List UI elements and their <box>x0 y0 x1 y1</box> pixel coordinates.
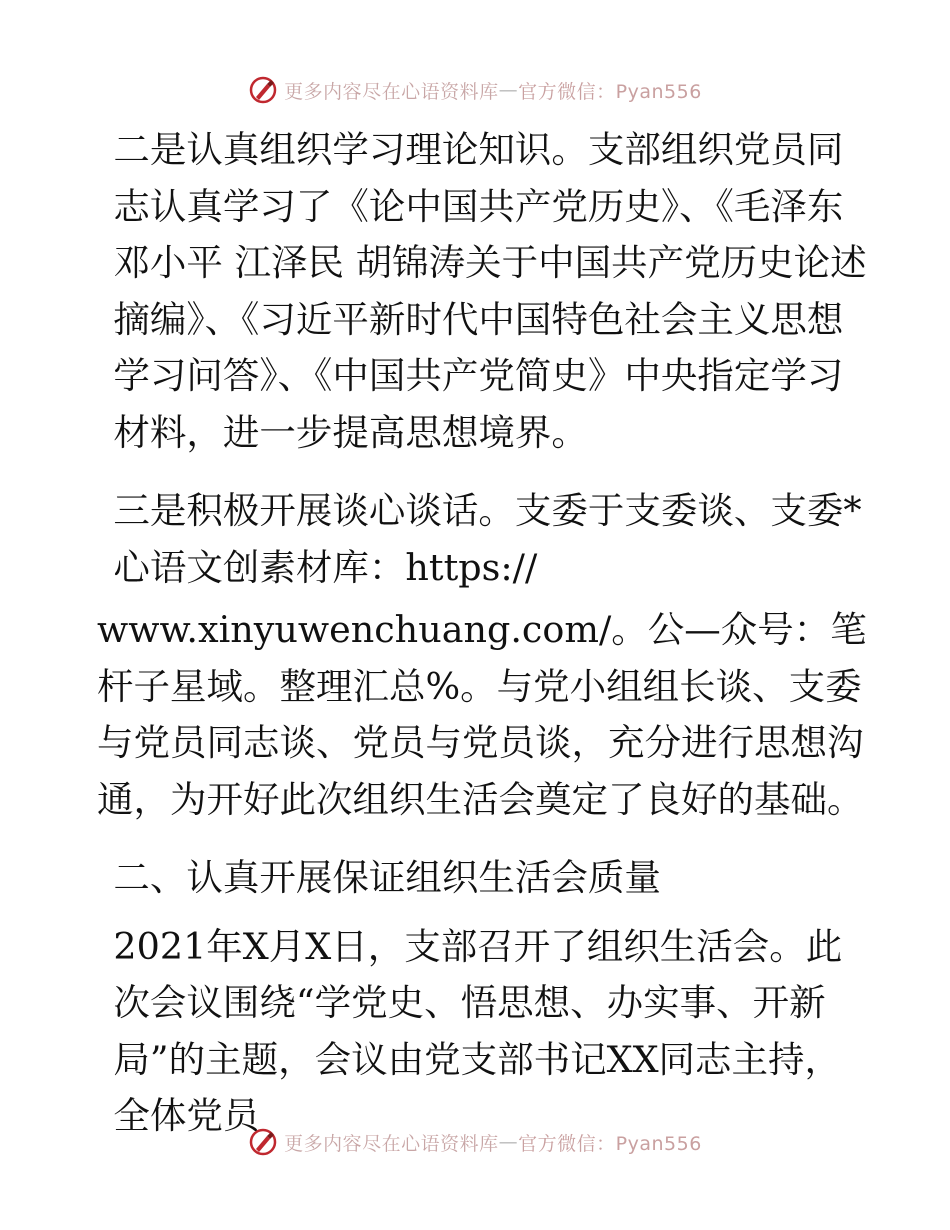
header-watermark-banner <box>0 70 950 110</box>
section-heading: 二、认真开展保证组织生活会质量 <box>113 856 661 899</box>
promo-text: 更多内容尽在心语资料库 <box>284 80 499 103</box>
paragraph-source-notice: www.xinyuwenchuang.com/。公—众号：笔杆子星域。整理汇总%。与党小组组长谈、支委与党员同志谈、党员与党员谈，充分进行思想沟通，为开好此次组织生活会奠定了良好的基础。 <box>97 608 867 821</box>
promo-text: 更多内容尽在心语资料库 <box>284 1132 499 1155</box>
footer-watermark-banner <box>0 1122 950 1162</box>
pen-logo-icon <box>248 75 278 105</box>
banner-dash: — <box>498 1131 519 1153</box>
paragraph-meeting: 2021年X月X日，支部召开了组织生活会。此次会议围绕“学党史、悟思想、办实事、开新局”的主题，会议由党支部书记XX同志主持，全体党员 <box>113 924 843 1137</box>
document-body <box>97 122 867 1145</box>
paragraph-study-theory: 二是认真组织学习理论知识。支部组织党员同志认真学习了《论中国共产党历史》、《毛泽东 邓小平 江泽民 胡锦涛关于中国共产党历史论述摘编》、《习近平新时代中国特色社会主义思想学习问答》、《中国共产党简史》中央指定学习材料，进一步提高思想境界。 <box>113 128 867 454</box>
wechat-contact: 官方微信：Pyan556 <box>518 80 702 103</box>
pen-logo-icon <box>248 1127 278 1157</box>
banner-dash: — <box>498 79 519 101</box>
paragraph-heart-to-heart: 三是积极开展谈心谈话。支委于支委谈、支委*心语文创素材库：https:// <box>113 489 862 589</box>
wechat-contact: 官方微信：Pyan556 <box>518 1132 702 1155</box>
